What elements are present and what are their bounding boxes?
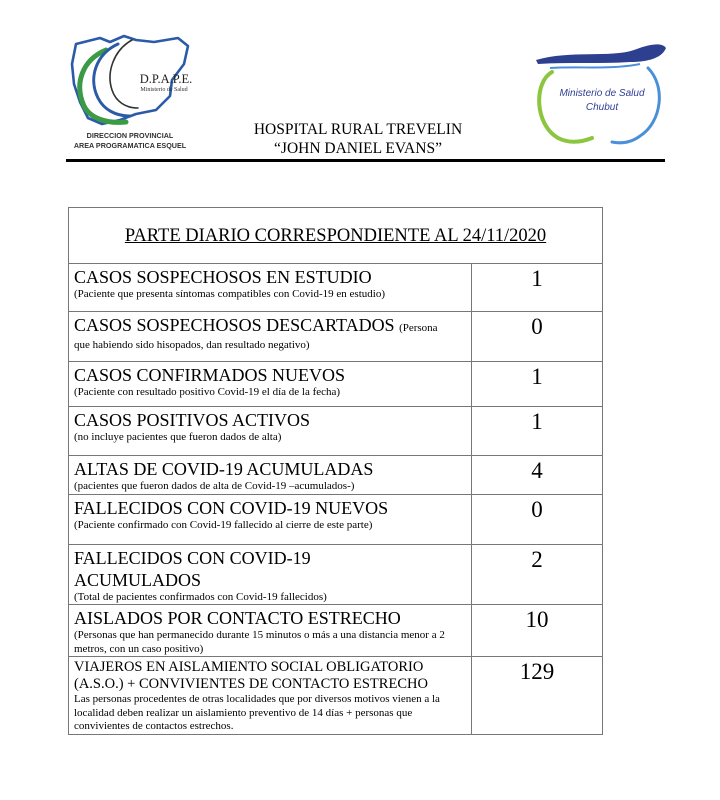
table-row <box>69 312 603 362</box>
logo-green-stripe <box>80 50 126 122</box>
logo-line1: DIRECCION PROVINCIAL <box>86 131 174 140</box>
row-note: (no incluye pacientes que fueron dados de alta) <box>74 431 282 443</box>
chubut-logo <box>530 38 670 148</box>
row-title: FALLECIDOS CON COVID-19 NUEVOS <box>74 497 389 518</box>
row-label-cell <box>69 312 472 362</box>
row-label-cell <box>69 605 472 657</box>
table-row <box>69 605 603 657</box>
logo-light-swoosh <box>550 64 640 68</box>
row-value: 4 <box>472 456 603 495</box>
row-note: (Total de pacientes confirmados con Covid-19 fallecidos) <box>74 590 327 603</box>
row-value: 1 <box>472 407 603 456</box>
table-row <box>69 362 603 407</box>
row-value: 0 <box>472 494 603 544</box>
report-title: PARTE DIARIO CORRESPONDIENTE AL 24/11/2020 <box>124 226 547 246</box>
logo-chubut-text: Chubut <box>585 102 619 113</box>
row-value: 0 <box>472 312 603 362</box>
logo-green-arc <box>539 72 592 142</box>
logo-dark-stripe <box>110 40 138 108</box>
row-value: 1 <box>472 264 603 312</box>
row-title: VIAJEROS EN AISLAMIENTO SOCIAL OBLIGATORIO (A.S.O.) + CONVIVIENTES DE CONTACTO ESTRECHO <box>74 659 428 692</box>
dpape-logo <box>66 30 194 154</box>
row-value: 1 <box>472 362 603 407</box>
hospital-subname: “JOHN DANIEL EVANS” <box>274 140 442 157</box>
row-note: Las personas procedentes de otras localidades que por diversos motivos vienen a la localidad deben realizar un aislamiento preventivo de 14 días + personas que convivientes de contactos estrechos. <box>74 693 440 732</box>
row-label-cell <box>69 494 472 544</box>
report-title-cell <box>69 208 603 264</box>
row-note: (pacientes que fueron dados de alta de Covid-19 –acumulados-) <box>74 480 355 492</box>
row-label-cell <box>69 264 472 312</box>
row-label-cell <box>69 657 472 735</box>
row-label-cell <box>69 456 472 495</box>
logo-subtitle: Ministerio de Salud <box>140 87 188 93</box>
row-value: 2 <box>472 544 603 605</box>
row-inline-note: (Persona <box>399 322 438 334</box>
table-row <box>69 264 603 312</box>
logo-acronym: D.P.A.P.E. <box>139 72 193 86</box>
chubut-logo-graphic <box>530 38 670 148</box>
logo-blue-swoosh <box>536 44 666 64</box>
logo-line2: AREA PROGRAMATICA ESQUEL <box>73 141 187 150</box>
row-note: (Personas que han permanecido durante 15 minutos o más a una distancia menor a 2 metros, con un caso positivo) <box>74 629 445 655</box>
row-note: (Paciente confirmado con Covid-19 fallecido al cierre de este parte) <box>74 518 373 531</box>
table-row <box>69 456 603 495</box>
row-title: CASOS SOSPECHOSOS EN ESTUDIO <box>74 267 372 287</box>
row-label-cell <box>69 407 472 456</box>
row-note: (Paciente que presenta síntomas compatibles con Covid-19 en estudio) <box>74 288 385 300</box>
hospital-name: HOSPITAL RURAL TREVELIN <box>253 121 463 138</box>
table-row <box>69 407 603 456</box>
row-note: que habiendo sido hisopados, dan resultado negativo) <box>74 339 310 351</box>
table-row <box>69 657 603 735</box>
table-row <box>69 494 603 544</box>
daily-report-table <box>68 207 603 735</box>
row-title: AISLADOS POR CONTACTO ESTRECHO <box>74 608 401 628</box>
row-value: 10 <box>472 605 603 657</box>
row-label-cell <box>69 544 472 605</box>
table-row <box>69 544 603 605</box>
dpape-logo-graphic <box>66 30 194 154</box>
row-title-line <box>74 314 467 339</box>
row-title: CASOS POSITIVOS ACTIVOS <box>74 410 311 430</box>
row-label-cell <box>69 362 472 407</box>
row-title: CASOS SOSPECHOSOS DESCARTADOS <box>74 315 395 335</box>
report-title-row <box>69 208 603 264</box>
row-note: (Paciente con resultado positivo Covid-19 el día de la fecha) <box>74 386 341 398</box>
row-title: ALTAS DE COVID-19 ACUMULADAS <box>74 459 374 479</box>
row-title: CASOS CONFIRMADOS NUEVOS <box>74 365 346 385</box>
hospital-header <box>200 120 516 158</box>
row-title: FALLECIDOS CON COVID-19 ACUMULADOS <box>74 547 311 590</box>
row-value: 129 <box>472 657 603 735</box>
header-divider <box>66 159 665 162</box>
logo-blue-arc <box>612 68 659 143</box>
logo-ministerio-text: Ministerio de Salud <box>559 88 645 99</box>
